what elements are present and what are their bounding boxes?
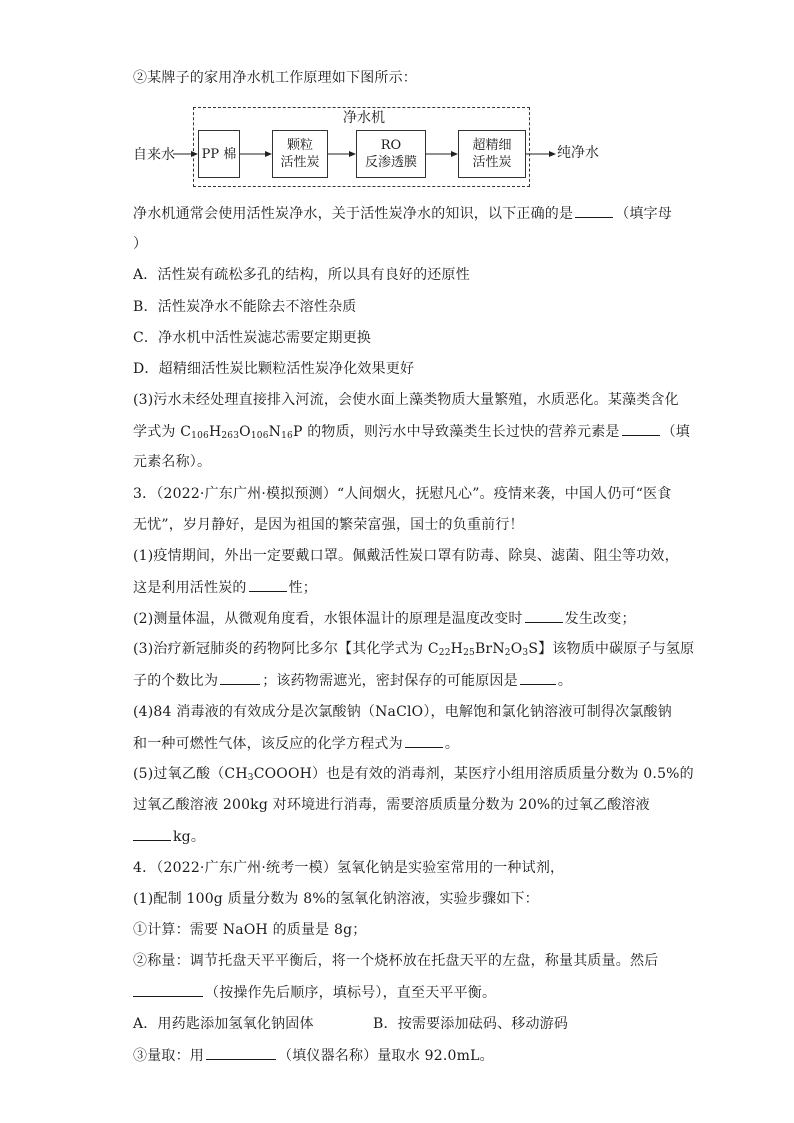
q4-header: 4．（2022·广东广州·统考一模）氢氧化钠是实验室常用的一种试剂， bbox=[133, 860, 565, 876]
subscript: 16 bbox=[281, 431, 293, 441]
q3-part4-line1: (4)84 消毒液的有效成分是次氯酸钠（NaClO），电解饱和氯化钠溶液可制得次氯酸钠 bbox=[133, 704, 672, 720]
q3-part5-line2: 过氧乙酸溶液 200kg 对环境进行消毒，需要溶质质量分数为 20%的过氧乙酸溶液 bbox=[133, 797, 650, 813]
q4-step1: ①计算：需要 NaOH 的质量是 8g； bbox=[133, 922, 367, 938]
subscript: 106 bbox=[250, 431, 269, 441]
answer-blank[interactable] bbox=[520, 670, 556, 685]
subscript: 22 bbox=[438, 648, 451, 658]
input-label: 自来水 bbox=[133, 147, 175, 163]
answer-blank[interactable] bbox=[206, 1045, 276, 1060]
text: (3)治疗新冠肺炎的药物阿比多尔【其化学式为 C bbox=[133, 641, 439, 657]
text: 学式为 C bbox=[133, 424, 192, 440]
text: 这是利用活性炭的 bbox=[133, 580, 247, 596]
flow-arrows bbox=[133, 104, 613, 188]
text: P 的物质，则污水中导致藻类生长过快的营养元素是 bbox=[292, 424, 620, 440]
text: 和一种可燃性气体，该反应的化学方程式为 bbox=[133, 736, 403, 752]
q3-header-line2: 无忧”，岁月静好，是因为祖国的繁荣富强，国士的负重前行！ bbox=[133, 517, 524, 533]
q3-part1-line2 bbox=[133, 577, 317, 598]
intro-text: ②某牌子的家用净水机工作原理如下图所示： bbox=[133, 70, 417, 86]
stem-text: （填字母 bbox=[615, 206, 673, 222]
option-b[interactable]: B．活性炭净水不能除去不溶性杂质 bbox=[133, 299, 357, 315]
subscript: 2 bbox=[504, 648, 511, 658]
text: 。 bbox=[557, 673, 573, 689]
text: （填 bbox=[661, 424, 691, 440]
answer-blank[interactable] bbox=[220, 670, 260, 685]
q4-step2-line2 bbox=[133, 982, 496, 1003]
text: O bbox=[239, 424, 251, 440]
step-label: 反渗透膜 bbox=[364, 155, 417, 170]
text: 性； bbox=[288, 580, 318, 596]
text: kg。 bbox=[173, 829, 206, 845]
q3-part3-line2 bbox=[133, 670, 572, 691]
text: 发生改变； bbox=[564, 611, 636, 627]
q3-part5-line1 bbox=[133, 764, 694, 784]
text: (5)过氧乙酸（CH bbox=[133, 766, 248, 782]
answer-blank[interactable] bbox=[575, 203, 613, 218]
q4-options bbox=[133, 1014, 569, 1034]
step-label: 活性炭 bbox=[472, 155, 512, 170]
q4-step3 bbox=[133, 1045, 494, 1066]
charcoal-question-stem bbox=[133, 203, 672, 224]
water-purifier-diagram bbox=[133, 104, 613, 188]
step-label: 超精细 bbox=[472, 138, 512, 153]
answer-blank[interactable] bbox=[133, 982, 203, 997]
step-label: 活性炭 bbox=[280, 155, 320, 170]
text: ③量取：用 bbox=[133, 1048, 204, 1064]
step-label: RO bbox=[380, 138, 402, 153]
q3-header-line1: 3．（2022·广东广州·模拟预测）“人间烟火，抚慰凡心”。疫情来袭，中国人仍可“医食 bbox=[133, 486, 672, 502]
text: S】该物质中碳原子与氢原 bbox=[528, 641, 695, 657]
text: H bbox=[208, 424, 222, 440]
text: (2)测量体温，从微观角度看，水银体温计的原理是温度改变时 bbox=[133, 611, 523, 627]
answer-blank[interactable] bbox=[133, 826, 171, 841]
q3-sub-line2 bbox=[133, 421, 690, 442]
stem-text: 净水机通常会使用活性炭净水，关于活性炭净水的知识，以下正确的是 bbox=[133, 206, 574, 222]
text: H bbox=[450, 641, 464, 657]
subscript: 3 bbox=[522, 648, 529, 658]
diagram-title: 净水机 bbox=[343, 110, 385, 126]
q3-sub-line3: 元素名称）。 bbox=[133, 454, 212, 470]
option-a[interactable]: A．活性炭有疏松多孔的结构，所以具有良好的还原性 bbox=[133, 267, 470, 283]
text: COOOH）也是有效的消毒剂，某医疗小组用溶质质量分数为 0.5%的 bbox=[253, 766, 694, 782]
q3-part5-line3 bbox=[133, 826, 205, 847]
text: ；该药物需遮光，密封保存的可能原因是 bbox=[262, 673, 518, 689]
text: O bbox=[510, 641, 523, 657]
answer-blank[interactable] bbox=[405, 733, 443, 748]
option-d[interactable]: D．超精细活性炭比颗粒活性炭净化效果更好 bbox=[133, 361, 415, 377]
q3-part1-line1: (1)疫情期间，外出一定要戴口罩。佩戴活性炭口罩有防毒、除臭、滤菌、阻尘等功效， bbox=[133, 548, 679, 564]
answer-blank[interactable] bbox=[249, 577, 287, 592]
option-b[interactable]: B．按需要添加砝码、移动游码 bbox=[373, 1016, 569, 1032]
q3-part4-line2 bbox=[133, 733, 459, 754]
answer-blank[interactable] bbox=[525, 608, 563, 623]
text: （填仪器名称）量取水 92.0mL。 bbox=[278, 1048, 494, 1064]
subscript: 263 bbox=[221, 431, 240, 441]
option-c[interactable]: C．净水机中活性炭滤芯需要定期更换 bbox=[133, 330, 372, 346]
subscript: 106 bbox=[191, 431, 209, 441]
charcoal-question-stem-end: ） bbox=[133, 236, 148, 252]
subscript: 3 bbox=[247, 773, 254, 783]
text: （按操作先后顺序，填标号），直至天平平衡。 bbox=[205, 985, 497, 1001]
text: 子的个数比为 bbox=[133, 673, 219, 689]
q3-sub-line1: (3)污水未经处理直接排入河流，会使水面上藻类物质大量繁殖，水质恶化。某藻类含化 bbox=[133, 392, 679, 408]
text: 。 bbox=[444, 736, 460, 752]
q4-part1: (1)配制 100g 质量分数为 8%的氢氧化钠溶液，实验步骤如下： bbox=[133, 891, 539, 907]
step-label: 颗粒 bbox=[286, 138, 313, 153]
option-a[interactable]: A．用药匙添加氢氧化钠固体 bbox=[133, 1016, 314, 1032]
answer-blank[interactable] bbox=[622, 421, 660, 436]
q3-part2 bbox=[133, 608, 636, 629]
text: BrN bbox=[474, 641, 505, 657]
subscript: 25 bbox=[463, 648, 475, 658]
step-label: PP 棉 bbox=[201, 146, 237, 162]
output-label: 纯净水 bbox=[557, 145, 599, 161]
text: N bbox=[268, 424, 282, 440]
q3-part3-line1 bbox=[133, 639, 694, 659]
q4-step2-line1: ②称量：调节托盘天平平衡后，将一个烧杯放在托盘天平的左盘，称量其质量。然后 bbox=[133, 953, 659, 969]
